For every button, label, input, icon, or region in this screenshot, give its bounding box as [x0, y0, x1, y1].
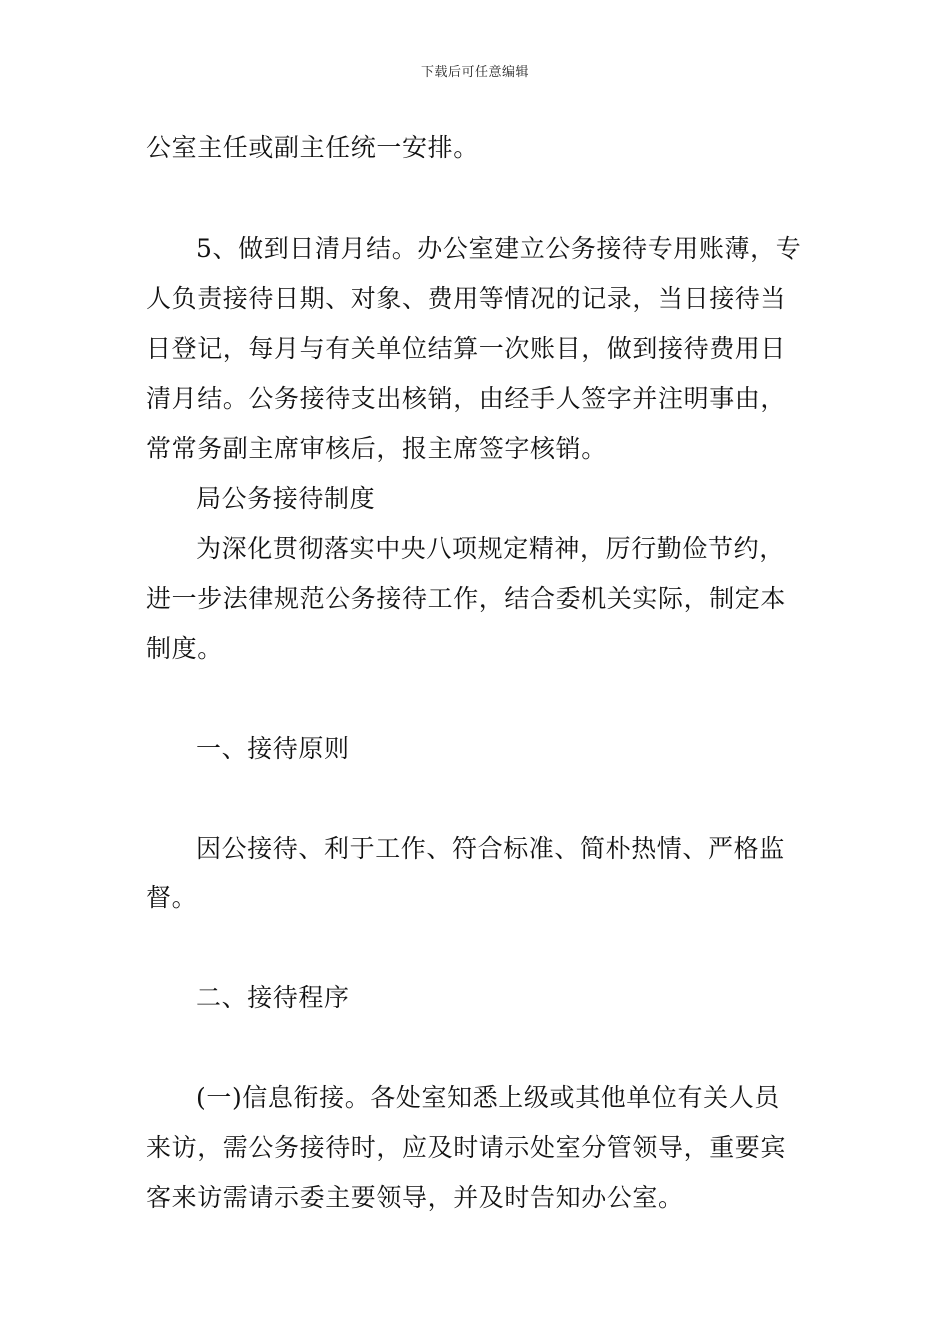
text-line: 因公接待、利于工作、符合标准、简朴热情、严格监 — [196, 834, 785, 863]
text-line: 5、做到日清月结。办公室建立公务接待专用账薄，专 — [196, 234, 802, 263]
text-line: 进一步法律规范公务接待工作，结合委机关实际，制定本 — [146, 584, 787, 613]
text-line: 日登记，每月与有关单位结算一次账目，做到接待费用日 — [146, 334, 787, 363]
text-line: 公室主任或副主任统一安排。 — [146, 133, 479, 162]
section-heading: 二、接待程序 — [196, 983, 350, 1012]
text-line: 督。 — [146, 883, 198, 912]
text-line: 制度。 — [146, 634, 223, 663]
text-line: 来访，需公务接待时，应及时请示处室分管领导，重要宾 — [146, 1133, 787, 1162]
text-line: (一)信息衔接。各处室知悉上级或其他单位有关人员 — [196, 1083, 780, 1112]
page-header: 下载后可任意编辑 — [420, 65, 529, 80]
text-line: 清月结。公务接待支出核销，由经手人签字并注明事由， — [146, 384, 787, 413]
section-heading: 一、接待原则 — [196, 734, 350, 763]
text-line: 为深化贯彻落实中央八项规定精神，厉行勤俭节约， — [196, 534, 785, 563]
section-title: 局公务接待制度 — [196, 484, 376, 513]
text-line: 人负责接待日期、对象、费用等情况的记录，当日接待当 — [146, 284, 787, 313]
text-line: 常常务副主席审核后，报主席签字核销。 — [146, 434, 607, 463]
text-line: 客来访需请示委主要领导，并及时告知办公室。 — [146, 1183, 684, 1212]
